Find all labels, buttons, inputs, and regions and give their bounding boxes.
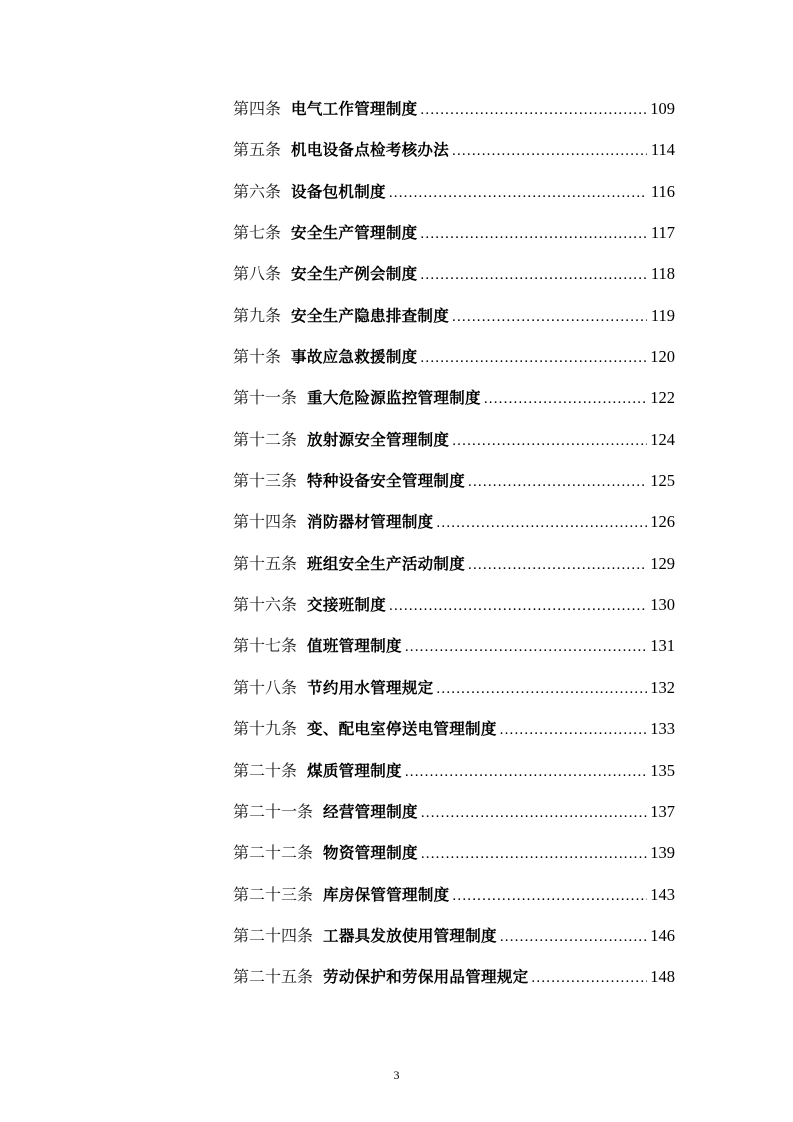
article-number: 第二十一条 [233,801,314,821]
footer-page-number: 3 [393,1068,400,1082]
page-number: 125 [650,471,675,491]
toc-entry[interactable] [233,625,675,666]
toc-entry[interactable] [233,956,675,997]
article-title: 特种设备安全管理制度 [307,472,466,491]
article-title: 安全生产管理制度 [291,224,418,243]
article-title: 煤质管理制度 [307,761,402,780]
page-number: 130 [650,595,675,615]
article-number: 第十二条 [233,429,298,449]
article-number: 第十八条 [233,677,298,697]
toc-entry[interactable] [233,791,675,832]
toc-entry[interactable] [233,874,675,915]
toc-entry[interactable] [233,295,675,336]
dot-leader [436,503,647,544]
toc-entry[interactable] [233,915,675,956]
article-number: 第十条 [233,347,282,367]
article-title: 放射源安全管理制度 [307,430,450,449]
article-title: 消防器材管理制度 [307,513,434,532]
page-number: 122 [650,388,675,408]
table-of-contents [233,88,675,998]
toc-entry[interactable] [233,708,675,749]
dot-leader [452,876,647,917]
page-number: 143 [650,884,675,904]
toc-entry[interactable] [233,377,675,418]
article-number: 第二十二条 [233,843,314,863]
page-number: 120 [650,347,675,367]
toc-entry[interactable] [233,336,675,377]
page-number: 109 [650,99,675,118]
article-number: 第十五条 [233,553,298,573]
article-number: 第七条 [233,223,282,243]
toc-entry[interactable] [233,543,675,584]
dot-leader [500,917,647,958]
dot-leader [452,131,647,172]
page-number: 131 [650,636,675,656]
dot-leader [468,462,647,503]
article-title: 工器具发放使用管理制度 [323,926,497,945]
page-number: 129 [650,553,675,573]
article-title: 重大危险源监控管理制度 [307,389,481,408]
page-number: 126 [650,512,675,532]
toc-entry[interactable] [233,129,675,170]
article-title: 设备包机制度 [291,182,386,201]
article-number: 第二十四条 [233,925,314,945]
page-number: 133 [650,719,675,739]
dot-leader [389,173,647,214]
dot-leader [500,710,647,751]
article-title: 安全生产例会制度 [291,265,418,284]
page-number: 119 [650,305,675,325]
toc-entry[interactable] [233,750,675,791]
toc-entry[interactable] [233,212,675,253]
dot-leader [468,545,647,586]
toc-entry[interactable] [233,501,675,542]
page-number: 146 [650,925,675,945]
article-number: 第十九条 [233,719,298,739]
dot-leader [484,379,647,420]
dot-leader [405,752,647,793]
dot-leader [420,338,647,379]
dot-leader [420,214,647,255]
article-title: 班组安全生产活动制度 [307,554,466,573]
page-number: 114 [650,140,675,160]
article-title: 变、配电室停送电管理制度 [307,720,497,739]
article-title: 劳动保护和劳保用品管理规定 [323,968,529,987]
toc-entry[interactable] [233,253,675,294]
article-number: 第十三条 [233,471,298,491]
article-number: 第十一条 [233,388,298,408]
dot-leader [421,793,647,834]
page-number: 116 [650,181,675,201]
article-title: 物资管理制度 [323,844,418,863]
dot-leader [389,586,647,627]
article-title: 交接班制度 [307,596,387,615]
dot-leader [531,958,647,999]
article-number: 第五条 [233,140,282,160]
page-number: 132 [650,677,675,697]
article-number: 第二十五条 [233,967,314,987]
dot-leader [405,627,647,668]
toc-entry[interactable] [233,88,675,129]
dot-leader [452,421,647,462]
dot-leader [436,669,647,710]
article-number: 第二十条 [233,760,298,780]
article-number: 第八条 [233,264,282,284]
article-number: 第十七条 [233,636,298,656]
article-title: 经营管理制度 [323,802,418,821]
dot-leader [420,90,647,131]
article-title: 事故应急救援制度 [291,348,418,367]
page-number: 124 [650,429,675,449]
toc-entry[interactable] [233,460,675,501]
toc-entry[interactable] [233,832,675,873]
page-number: 117 [650,223,675,243]
dot-leader [420,255,647,296]
article-number: 第九条 [233,305,282,325]
page-number: 137 [650,801,675,821]
article-title: 值班管理制度 [307,637,402,656]
page-number: 135 [650,760,675,780]
article-title: 安全生产隐患排查制度 [291,306,450,325]
article-title: 节约用水管理规定 [307,678,434,697]
toc-entry[interactable] [233,667,675,708]
dot-leader [421,834,647,875]
page-number: 139 [650,843,675,863]
toc-entry[interactable] [233,419,675,460]
article-number: 第六条 [233,181,282,201]
page-number: 118 [650,264,675,284]
article-number: 第四条 [233,99,282,118]
dot-leader [452,297,647,338]
article-number: 第十六条 [233,595,298,615]
page-number: 148 [650,967,675,987]
article-title: 机电设备点检考核办法 [291,141,450,160]
article-title: 电气工作管理制度 [291,100,418,118]
article-title: 库房保管管理制度 [323,885,450,904]
article-number: 第二十三条 [233,884,314,904]
toc-entry[interactable] [233,171,675,212]
article-number: 第十四条 [233,512,298,532]
toc-entry[interactable] [233,584,675,625]
